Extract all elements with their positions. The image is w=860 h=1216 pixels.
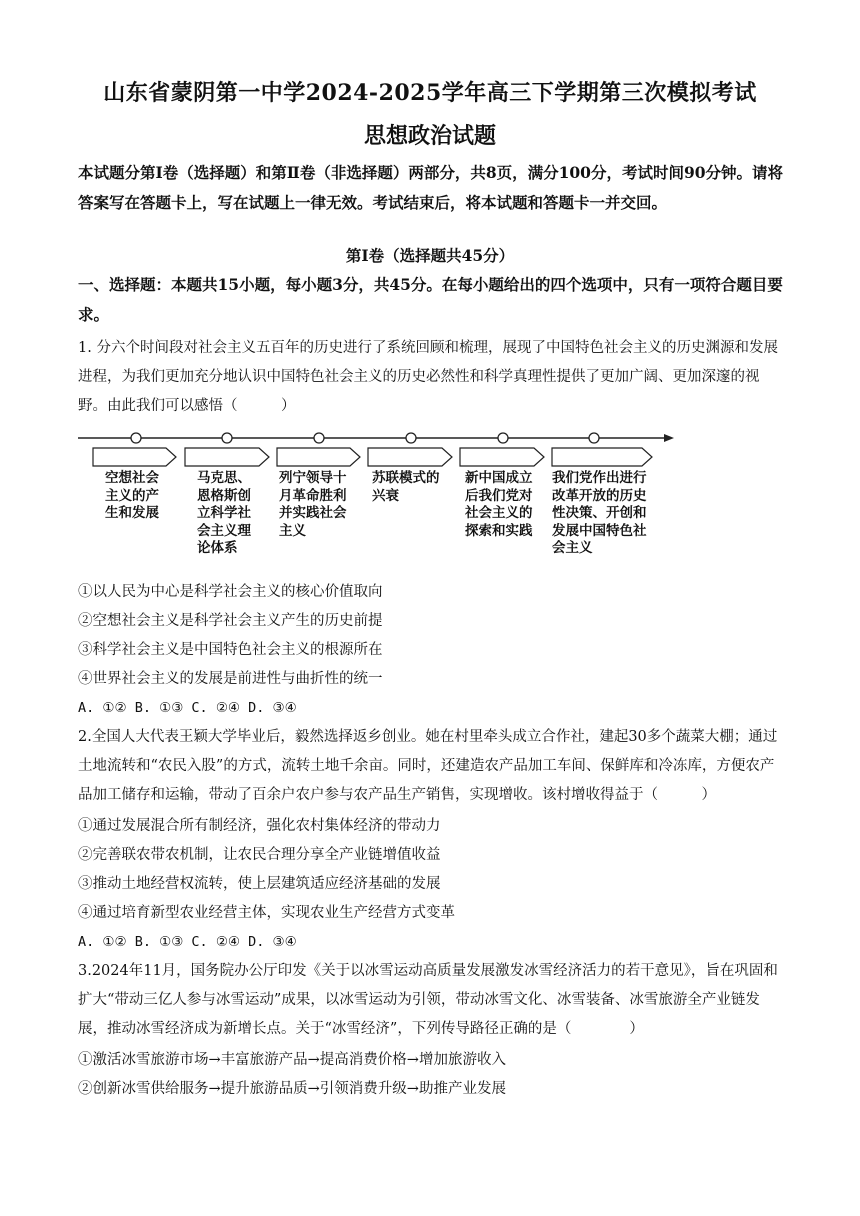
timeline-label-2	[197, 470, 251, 558]
timeline-label-line: 月革命胜利	[279, 487, 347, 504]
q2-item-2: ②完善联农带农机制，让农民合理分享全产业链增值收益	[78, 847, 441, 863]
timeline-label-line: 空想社会	[105, 470, 159, 486]
timeline-node-1	[131, 433, 141, 443]
timeline-label-line: 立科学社	[197, 505, 251, 521]
q2-options: A. ①② B. ①③ C. ②④ D. ③④	[78, 934, 297, 950]
timeline-label-line: 恩格斯创	[197, 487, 251, 504]
q1-timeline	[70, 425, 680, 575]
timeline-label-line: 主义	[279, 522, 306, 539]
timeline-box-3	[277, 448, 360, 466]
timeline-label-line: 并实践社会	[279, 505, 347, 521]
timeline-label-line: 会主义	[552, 540, 593, 556]
q1-item-1: ①以人民为中心是科学社会主义的核心价值取向	[78, 584, 383, 600]
timeline-label-line: 苏联模式的	[372, 470, 440, 486]
part-instruction: 一、选择题：本题共15小题，每小题3分，共45分。在每小题给出的四个选项中，只有一项符合题目要求。	[78, 275, 783, 324]
q3-stem: 3.2024年11月，国务院办公厅印发《关于以冰雪运动高质量发展激发冰雪经济活力的若干意见》，旨在巩固和扩大“带动三亿人参与冰雪运动”成果，以冰雪运动为引领，带动冰雪文化、冰雪装备、冰雪旅游全产业链发展，推动冰雪经济成为新增长点。关于“冰雪经济”，下列传导路径正确的是（ ）	[78, 963, 778, 1037]
q1-item-3: ③科学社会主义是中国特色社会主义的根源所在	[78, 642, 383, 658]
exam-instructions: 本试题分第Ⅰ卷（选择题）和第Ⅱ卷（非选择题）两部分，共8页，满分100分，考试时间90分钟。请将答案写在答题卡上，写在试题上一律无效。考试结束后，将本试题和答题卡一并交回。	[78, 163, 784, 212]
timeline-label-4	[372, 470, 440, 505]
timeline-label-line: 马克思、	[197, 470, 251, 486]
timeline-label-line: 主义的产	[105, 487, 159, 504]
timeline-label-line: 探索和实践	[465, 522, 533, 539]
q3-item-1: ①激活冰雪旅游市场→丰富旅游产品→提高消费价格→增加旅游收入	[78, 1052, 506, 1068]
timeline-label-line: 我们党作出进行	[552, 470, 647, 486]
timeline-box-2	[185, 448, 269, 466]
q2-item-1: ①通过发展混合所有制经济，强化农村集体经济的带动力	[78, 818, 441, 834]
timeline-label-5	[465, 470, 533, 540]
timeline-node-2	[222, 433, 232, 443]
timeline-node-3	[314, 433, 324, 443]
timeline-label-line: 会主义理	[197, 522, 251, 539]
timeline-node-5	[498, 433, 508, 443]
timeline-label-line: 发展中国特色社	[552, 522, 647, 539]
timeline-label-line: 性决策、开创和	[552, 505, 647, 521]
timeline-box-5	[460, 448, 544, 466]
timeline-label-line: 兴衰	[372, 487, 399, 504]
q1-item-2: ②空想社会主义是科学社会主义产生的历史前提	[78, 613, 383, 629]
timeline-label-line: 新中国成立	[465, 470, 533, 486]
q3-item-2: ②创新冰雪供给服务→提升旅游品质→引领消费升级→助推产业发展	[78, 1081, 506, 1097]
timeline-label-line: 列宁领导十	[279, 470, 347, 486]
timeline-label-line: 改革开放的历史	[552, 487, 647, 504]
timeline-label-3	[279, 470, 347, 540]
q2-item-3: ③推动土地经营权流转，使上层建筑适应经济基础的发展	[78, 876, 441, 892]
exam-title: 山东省蒙阴第一中学2024-2025学年高三下学期第三次模拟考试	[103, 80, 757, 106]
q2-stem: 2.全国人大代表王颖大学毕业后，毅然选择返乡创业。她在村里牵头成立合作社，建起30多个蔬菜大棚；通过土地流转和“农民入股”的方式，流转土地千余亩。同时，还建造农产品加工车间、保鲜库和冷冻库，方便农产品加工储存和运输，带动了百余户农户参与农产品生产销售，实现增收。该村增收得益于（ ）	[78, 729, 778, 803]
timeline-label-6	[552, 470, 647, 558]
q1-stem: 1. 分六个时间段对社会主义五百年的历史进行了系统回顾和梳理，展现了中国特色社会主义的历史渊源和发展进程，为我们更加充分地认识中国特色社会主义的历史必然性和科学真理性提供了更加广阔、更加深邃的视野。由此我们可以感悟（ ）	[78, 340, 778, 414]
exam-subtitle: 思想政治试题	[363, 123, 496, 149]
timeline-label-line: 生和发展	[105, 505, 159, 521]
timeline-label-line: 后我们党对	[465, 487, 533, 504]
timeline-arrowhead	[664, 434, 674, 442]
timeline-label-line: 论体系	[197, 540, 238, 556]
timeline-label-line: 社会主义的	[465, 505, 533, 521]
timeline-node-4	[406, 433, 416, 443]
q1-options: A. ①② B. ①③ C. ②④ D. ③④	[78, 700, 297, 716]
q2-item-4: ④通过培育新型农业经营主体，实现农业生产经营方式变革	[78, 905, 455, 921]
section-title: 第Ⅰ卷（选择题共45分）	[345, 246, 515, 265]
q1-item-4: ④世界社会主义的发展是前进性与曲折性的统一	[78, 671, 383, 687]
timeline-box-4	[368, 448, 452, 466]
timeline-node-6	[589, 433, 599, 443]
timeline-box-6	[552, 448, 652, 466]
timeline-arrow-boxes	[93, 448, 652, 466]
timeline-box-1	[93, 448, 176, 466]
timeline-label-1	[105, 470, 159, 523]
